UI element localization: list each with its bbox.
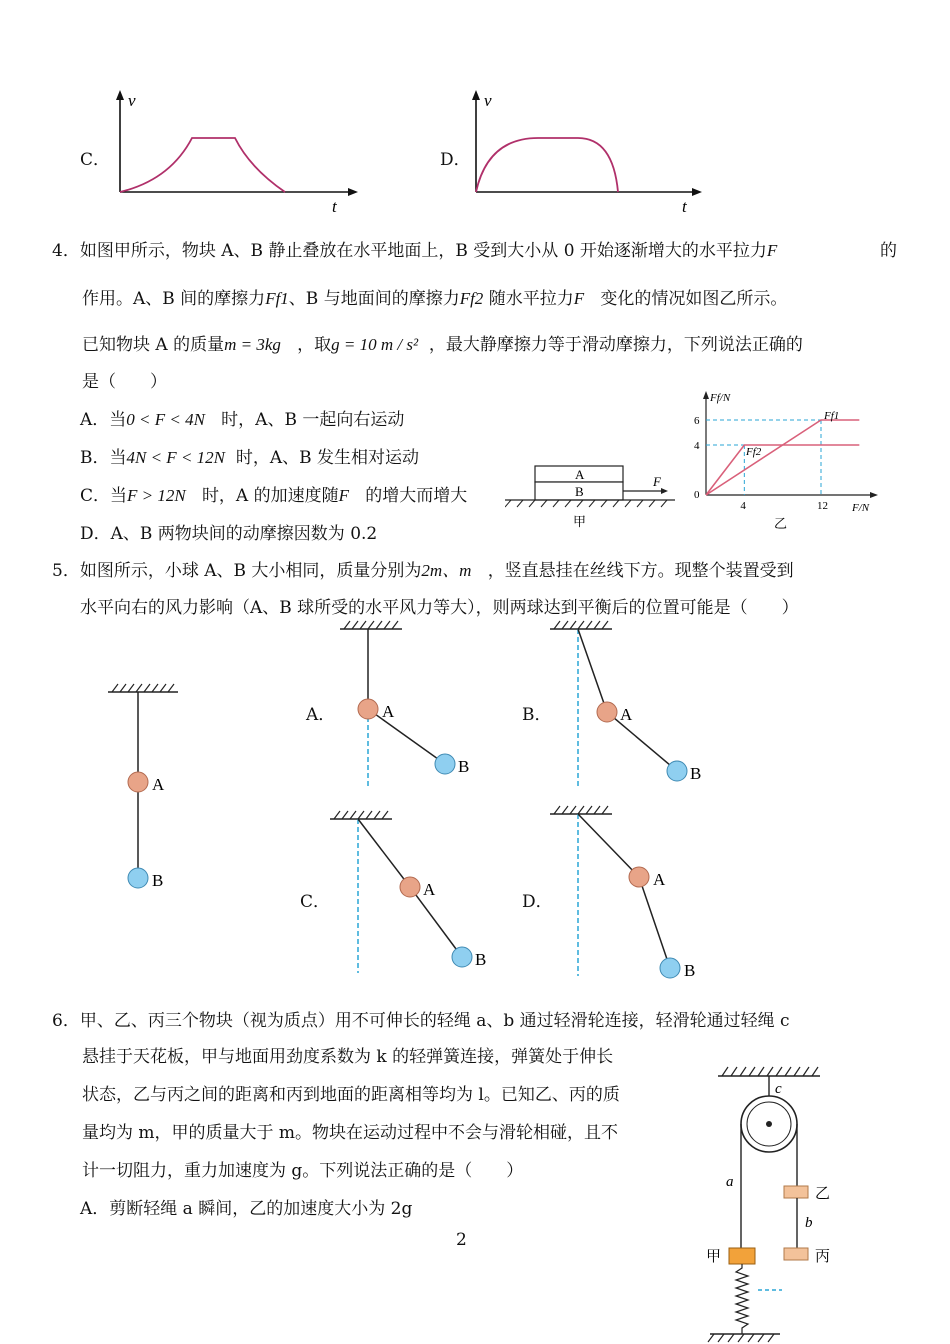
graph-d-curve — [476, 138, 618, 192]
block-bing-label: 丙 — [815, 1249, 831, 1265]
series-ff1 — [706, 420, 859, 495]
spring — [736, 1264, 748, 1334]
q5-option-d-label: D． — [522, 892, 553, 912]
block-yi-label: 乙 — [815, 1186, 831, 1202]
ground-hatch — [505, 500, 667, 507]
graph-d-t-label: t — [682, 197, 687, 216]
q5-option-c-figure — [320, 805, 500, 980]
q5-line1: 5．如图所示，小球 A、B 大小相同，质量分别为2m、m ，竖直悬挂在丝线下方。现整个装置受到 — [52, 561, 794, 581]
block-jia — [729, 1248, 755, 1264]
ball-a — [128, 772, 148, 792]
svg-text:B: B — [458, 757, 470, 776]
q4-option-d: D．A、B 两物块间的动摩擦因数为 0.2 — [80, 524, 378, 544]
q4-option-b: B．当4N < F < 12N 时，A、B 发生相对运动 — [80, 448, 420, 468]
block-jia-label: 甲 — [706, 1249, 722, 1265]
q5-line2: 水平向右的风力影响（A、B 球所受的水平风力等大），则两球达到平衡后的位置可能是（ ） — [80, 598, 799, 618]
figure-jia-caption: 甲 — [573, 514, 587, 529]
q6-line2: 悬挂于天花板，甲与地面用劲度系数为 k 的轻弹簧连接，弹簧处于伸长 — [82, 1047, 614, 1067]
x-tick-4: 4 — [740, 500, 746, 512]
q5-option-b-figure — [540, 615, 720, 795]
q6-pulley-figure — [700, 1058, 840, 1344]
graph-c-t-label: t — [332, 197, 337, 216]
x-tick-0: 0 — [694, 489, 700, 501]
svg-text:B: B — [690, 764, 702, 783]
q5-original-figure — [100, 680, 190, 900]
svg-text:A: A — [620, 705, 633, 724]
q6-line5: 计一切阻力，重力加速度为 g。下列说法正确的是（ ） — [82, 1161, 524, 1181]
q6-line1: 6．甲、乙、丙三个物块（视为质点）用不可伸长的轻绳 a、b 通过轻滑轮连接，轻滑轮通过轻绳 c — [52, 1011, 790, 1031]
q5-option-d-figure — [540, 800, 720, 985]
q4-line4: 是（ ） — [82, 372, 167, 392]
block-bing — [784, 1248, 808, 1260]
y-tick-4: 4 — [694, 440, 700, 452]
y-tick-6: 6 — [694, 415, 700, 427]
q5-option-a-label: A． — [306, 705, 336, 725]
svg-text:B: B — [475, 950, 487, 969]
chart-annotation-ff1: Ff1 — [824, 410, 840, 422]
q6-option-a: A．剪断轻绳 a 瞬间，乙的加速度大小为 2g — [80, 1199, 413, 1219]
vt-graph-d — [458, 88, 708, 216]
svg-text:A: A — [423, 880, 436, 899]
figure-yi-caption: 乙 — [774, 516, 788, 530]
chart-y-label: Ff/N — [710, 392, 731, 404]
option-d-label: D． — [440, 150, 471, 170]
x-tick-12: 12 — [817, 500, 828, 512]
q5-option-c-label: C． — [300, 892, 331, 912]
graph-d-v-label: v — [484, 91, 492, 110]
ball-b-label: B — [152, 871, 164, 890]
graph-c-curve — [120, 138, 285, 192]
graph-c-v-label: v — [128, 91, 136, 110]
svg-text:A: A — [653, 870, 666, 889]
q5-option-b-label: B． — [522, 705, 552, 725]
series-ff2 — [706, 445, 859, 495]
q6-line3: 状态，乙与丙之间的距离和丙到地面的距离相等均为 l。已知乙、丙的质 — [82, 1085, 620, 1105]
rope-a-label: a — [726, 1174, 734, 1190]
ball-b — [128, 868, 148, 888]
chart-x-label: F/N — [852, 502, 870, 514]
q6-line4: 量均为 m，甲的质量大于 m。物块在运动过程中不会与滑轮相碰，且不 — [82, 1123, 619, 1143]
q4-line3: 已知物块 A 的质量m = 3kg ，取g = 10 m / s² ，最大静摩擦力等于滑动摩擦力，下列说法正确的 — [82, 335, 803, 355]
block-b-label: B — [575, 484, 584, 499]
force-label: F — [653, 474, 661, 489]
q4-figure-jia — [505, 460, 685, 532]
q4-line2: 作用。A、B 间的摩擦力Ff1、B 与地面间的摩擦力Ff2 随水平拉力F 变化的情况如图乙所示。 — [82, 289, 788, 309]
chart-annotation-ff2: Ff2 — [746, 446, 762, 458]
page-number: 2 — [456, 1230, 467, 1250]
block-a-label: A — [575, 467, 585, 482]
block-yi — [784, 1186, 808, 1198]
ball-a-label: A — [152, 775, 165, 794]
q4-line1-end: 的 — [880, 241, 897, 261]
q4-friction-chart — [686, 385, 886, 530]
q4-line1: 4．如图甲所示，物块 A、B 静止叠放在水平地面上，B 受到大小从 0 开始逐渐增大的水平拉力F — [52, 241, 778, 261]
rope-c-label: c — [775, 1081, 782, 1097]
svg-text:A: A — [382, 702, 395, 721]
svg-text:B: B — [684, 961, 696, 980]
q4-option-a: A．当0 < F < 4N 时，A、B 一起向右运动 — [80, 410, 405, 430]
rope-b-label: b — [805, 1215, 813, 1231]
q4-option-c: C．当F > 12N 时，A 的加速度随F 的增大而增大 — [80, 486, 468, 506]
option-c-label: C． — [80, 150, 111, 170]
vt-graph-c — [100, 88, 360, 216]
q5-option-a-figure — [330, 615, 490, 795]
